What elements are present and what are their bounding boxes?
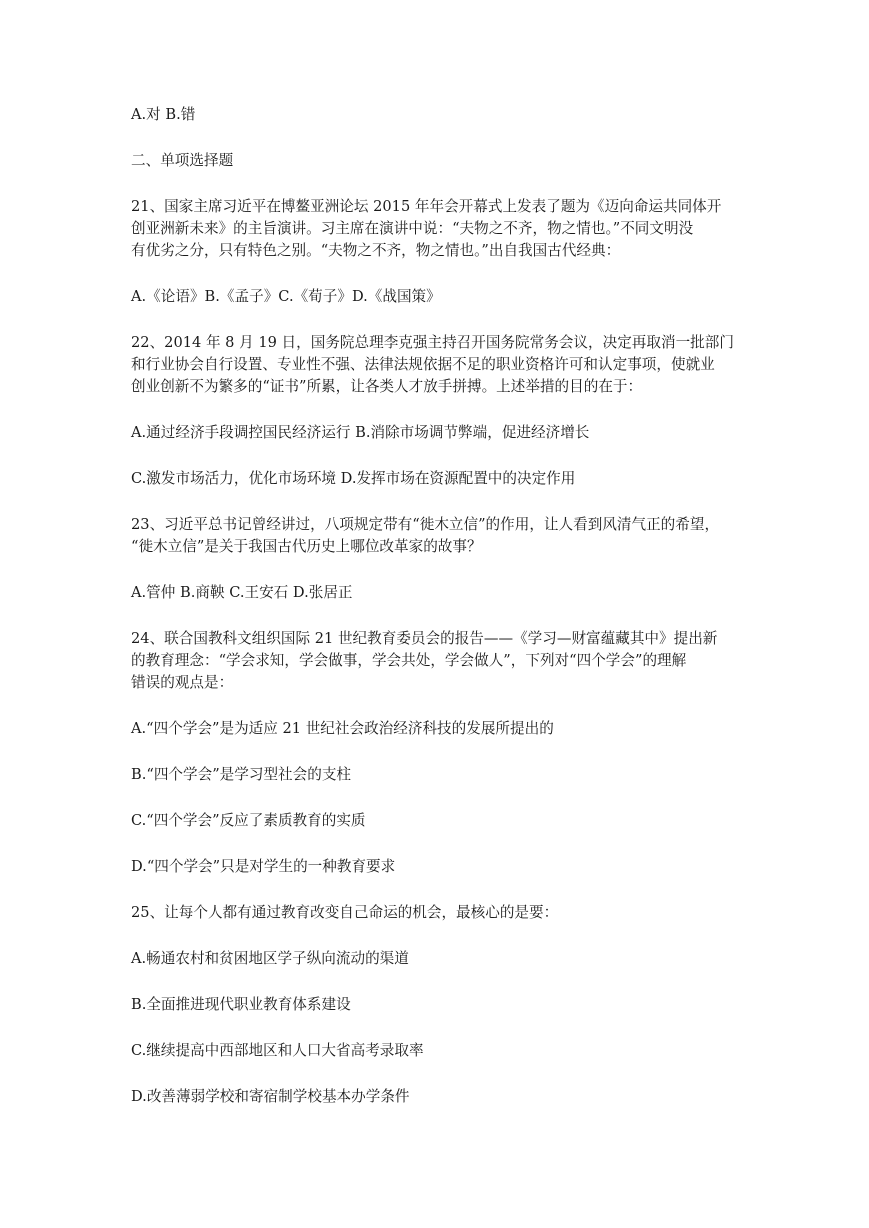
question-line: 的教育理念：“学会求知，学会做事，学会共处，学会做人”，下列对“四个学会”的理解 [131,652,687,669]
q25-option: D.改善薄弱学校和寄宿制学校基本办学条件 [131,1088,410,1105]
question-line: 创业创新不为繁多的“证书”所累，让各类人才放手拼搏。上述举措的目的在于： [131,378,643,395]
question-23 [131,514,741,558]
question-line: 创亚洲新未来》的主旨演讲。习主席在演讲中说：“夫物之不齐，物之情也。”不同文明没 [131,220,694,237]
q25-option: C.继续提高中西部地区和人口大省高考录取率 [131,1042,424,1059]
question-line: 21、国家主席习近平在博鳌亚洲论坛 2015 年年会开幕式上发表了题为《迈向命运共同体开 [131,198,722,215]
q24-option: B.“四个学会”是学习型社会的支柱 [131,766,352,783]
q22-option-line: C.激发市场活力，优化市场环境 D.发挥市场在资源配置中的决定作用 [131,470,576,487]
question-line: 25、让每个人都有通过教育改变自己命运的机会，最核心的是要： [131,904,559,921]
question-25 [131,902,741,924]
document-page [131,104,741,1108]
question-line: 有优劣之分，只有特色之别。“夫物之不齐，物之情也。”出自我国古代经典： [131,242,621,259]
question-21 [131,196,741,262]
q24-option: D.“四个学会”只是对学生的一种教育要求 [131,858,396,875]
q21-options: A.《论语》B.《孟子》C.《荀子》D.《战国策》 [131,288,441,305]
q25-option: B.全面推进现代职业教育体系建设 [131,996,351,1013]
q24-option: A.“四个学会”是为适应 21 世纪社会政治经济科技的发展所提出的 [131,720,554,737]
question-line: 和行业协会自行设置、专业性不强、法律法规依据不足的职业资格许可和认定事项，使就业 [131,356,715,373]
question-line: 错误的观点是： [131,674,234,691]
question-line: 22、2014 年 8 月 19 日，国务院总理李克强主持召开国务院常务会议，决定再取消一批部门 [131,334,734,351]
question-22 [131,332,741,398]
question-line: 23、习近平总书记曾经讲过，八项规定带有“徙木立信”的作用，让人看到风清气正的希望， [131,516,720,533]
q23-options: A.管仲 B.商鞅 C.王安石 D.张居正 [131,584,353,601]
q22-option-line: A.通过经济手段调控国民经济运行 B.消除市场调节弊端，促进经济增长 [131,424,590,441]
q25-option: A.畅通农村和贫困地区学子纵向流动的渠道 [131,950,409,967]
q20-options: A.对 B.错 [131,106,196,123]
question-24 [131,628,741,694]
q24-option: C.“四个学会”反应了素质教育的实质 [131,812,366,829]
section-heading: 二、单项选择题 [131,152,234,169]
question-line: 24、联合国教科文组织国际 21 世纪教育委员会的报告——《学习—财富蕴藏其中》提出新 [131,630,718,647]
question-line: “徙木立信”是关于我国古代历史上哪位改革家的故事？ [131,538,482,555]
